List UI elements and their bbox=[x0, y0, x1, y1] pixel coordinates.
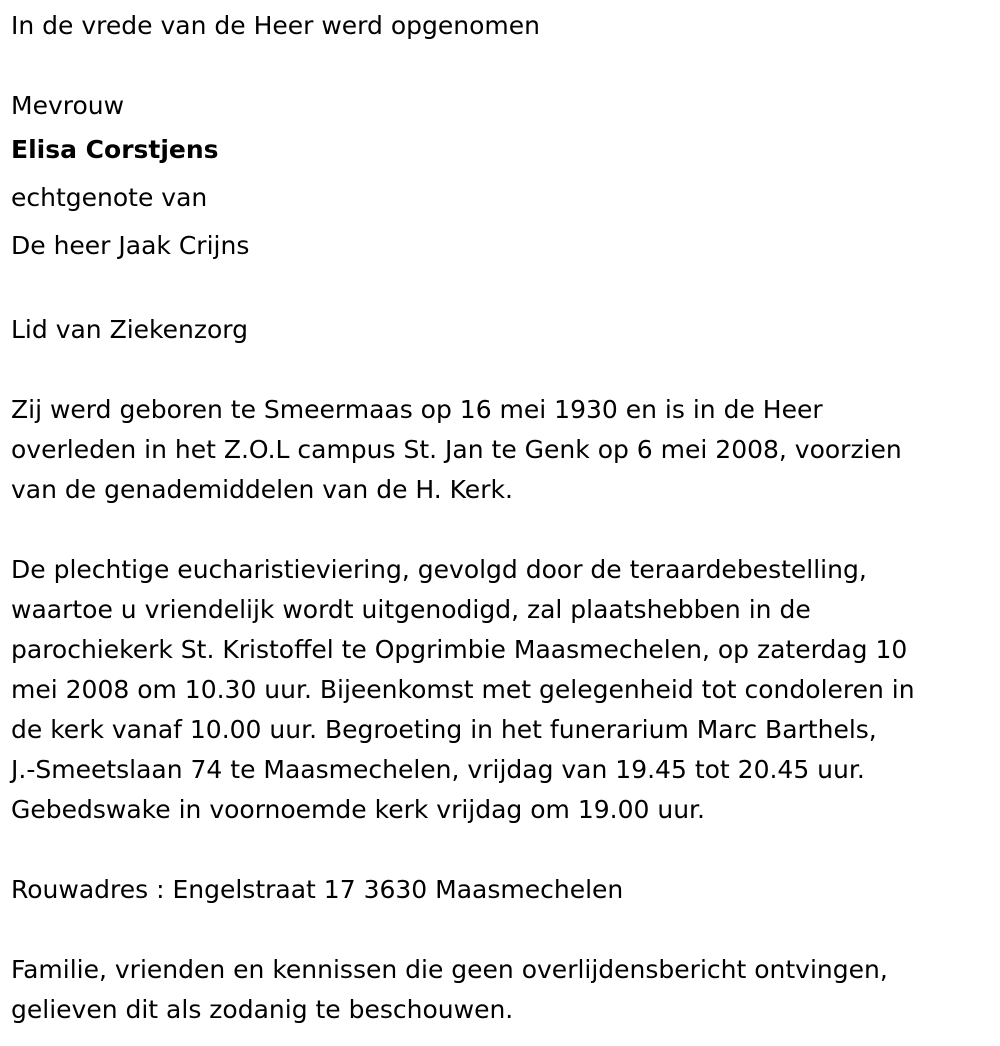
deceased-name: Elisa Corstjens bbox=[11, 135, 219, 164]
spouse-name: De heer Jaak Crijns bbox=[11, 231, 250, 260]
membership-text: Lid van Ziekenzorg bbox=[11, 315, 248, 344]
paragraph-line: Familie, vrienden en kennissen die geen overlijdensbericht ontvingen, bbox=[11, 955, 888, 984]
paragraph-line: J.-Smeetslaan 74 te Maasmechelen, vrijdag van 19.45 tot 20.45 uur. bbox=[11, 755, 865, 784]
death-notice bbox=[11, 6, 991, 1030]
spacer bbox=[11, 830, 991, 870]
spacer bbox=[11, 510, 991, 550]
title-prefix: Mevrouw bbox=[11, 91, 125, 120]
closing-paragraph bbox=[11, 950, 991, 1030]
paragraph-line: overleden in het Z.O.L campus St. Jan te Genk op 6 mei 2008, voorzien bbox=[11, 435, 902, 464]
spacer bbox=[11, 270, 991, 310]
intro-text: In de vrede van de Heer werd opgenomen bbox=[11, 11, 540, 40]
paragraph-line: van de genademiddelen van de H. Kerk. bbox=[11, 475, 513, 504]
ceremony-paragraph bbox=[11, 550, 991, 830]
relation-label: echtgenote van bbox=[11, 183, 208, 212]
paragraph-line: De plechtige eucharistieviering, gevolgd door de teraardebestelling, bbox=[11, 555, 867, 584]
paragraph-line: parochiekerk St. Kristoffel te Opgrimbie Maasmechelen, op zaterdag 10 bbox=[11, 635, 908, 664]
paragraph-line: Zij werd geboren te Smeermaas op 16 mei 1930 en is in de Heer bbox=[11, 395, 823, 424]
paragraph-line: gelieven dit als zodanig te beschouwen. bbox=[11, 995, 514, 1024]
paragraph-line: Gebedswake in voornoemde kerk vrijdag om 19.00 uur. bbox=[11, 795, 705, 824]
spacer bbox=[11, 910, 991, 950]
mourning-address: Rouwadres : Engelstraat 17 3630 Maasmechelen bbox=[11, 875, 624, 904]
paragraph-line: de kerk vanaf 10.00 uur. Begroeting in het funerarium Marc Barthels, bbox=[11, 715, 877, 744]
spacer bbox=[11, 46, 991, 86]
spacer bbox=[11, 350, 991, 390]
paragraph-line: waartoe u vriendelijk wordt uitgenodigd, zal plaatshebben in de bbox=[11, 595, 811, 624]
paragraph-line: mei 2008 om 10.30 uur. Bijeenkomst met gelegenheid tot condoleren in bbox=[11, 675, 915, 704]
birth-death-paragraph bbox=[11, 390, 991, 510]
